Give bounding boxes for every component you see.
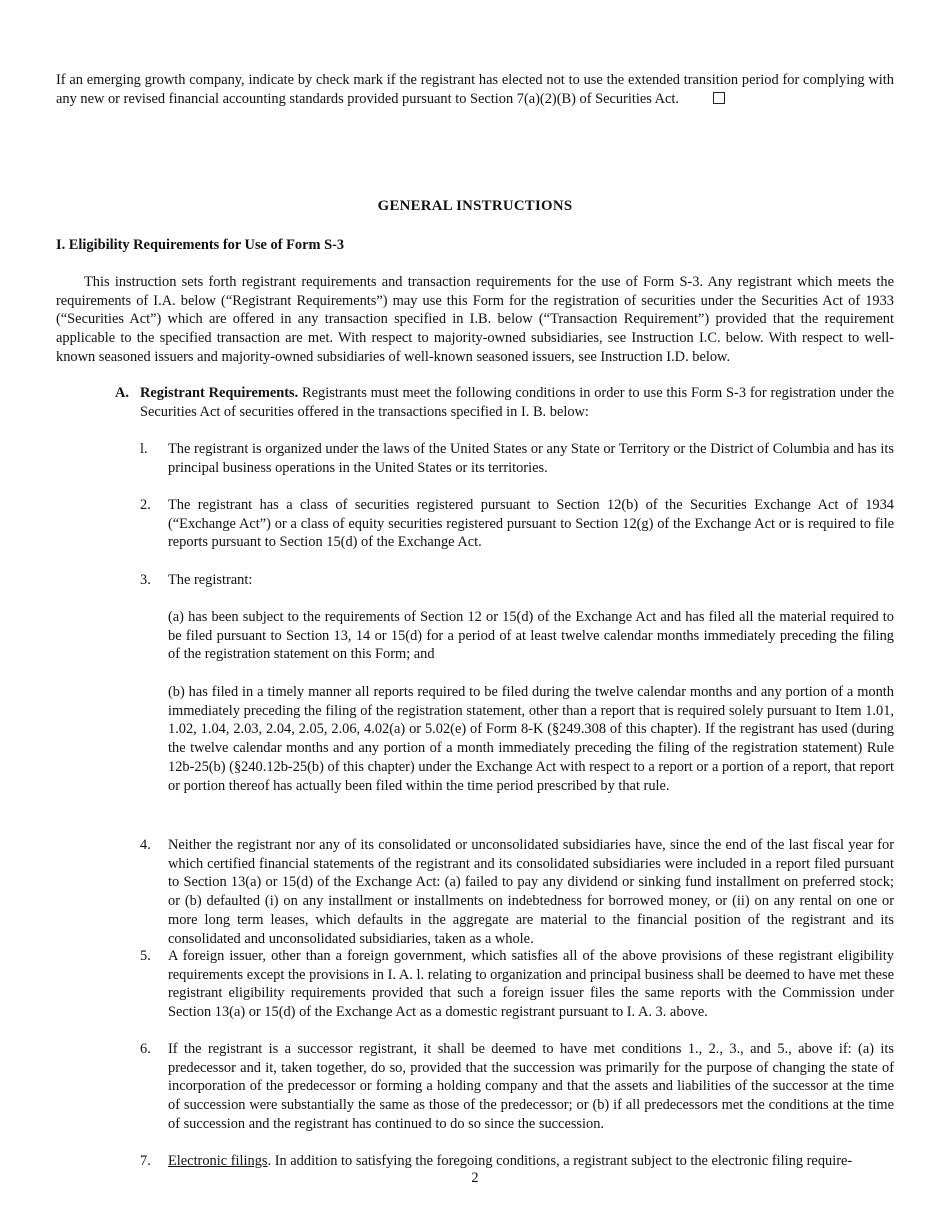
item-text: The registrant has a class of securities registered pursuant to Section 12(b) of the Securities Exchange Act of 1934 (“Exchange Act”) or a class of equity securities registered pursuant to Section 12(g) of the Exchange Act or is required to file reports pursuant to Section 15(d) of the Exchange Act. — [168, 497, 894, 551]
item-number: 5. — [140, 948, 151, 964]
section-a-text: Registrants must meet the following conditions in order to use this Form S-3 for registration under the Securities Act of securities offered in the transactions specified in I. B. below: — [140, 385, 894, 420]
page-number: 2 — [471, 1170, 479, 1186]
list-item — [140, 1040, 894, 1134]
item-text: The registrant: — [168, 572, 253, 588]
item-number: 4. — [140, 837, 151, 853]
item-text: Neither the registrant nor any of its consolidated or unconsolidated subsidiaries have, since the end of the last fiscal year for which certified financial statements of the registrant and its consolidated subsidiaries were included in a report filed pursuant to Section 13(a) or 15(d) of the Exchange Act: (a) failed to pay any dividend or sinking fund installment on preferred stock; or (b) defaulted (i) on any installment or installments on indebtedness for borrowed money, or (ii) on any rental on one or more long term leases, which defaults in the aggregate are material to the financial position of the registrant and its consolidated and unconsolidated subsidiaries, taken as a whole. — [168, 837, 894, 947]
list-item — [140, 440, 894, 477]
list-item — [140, 1152, 894, 1171]
page-title: GENERAL INSTRUCTIONS — [377, 198, 573, 214]
emerging-growth-checkbox[interactable] — [713, 92, 725, 104]
section-a-heading: Registrant Requirements. — [140, 385, 299, 401]
sub-item: (a) has been subject to the requirements of Section 12 or 15(d) of the Exchange Act and has filed all the material required to be filed pursuant to Section 13, 14 or 15(d) for a period of at least twelve calendar months immediately preceding the filing of the registration statement on this Form; and — [168, 609, 894, 663]
registrant-requirements — [115, 384, 894, 421]
list-item — [140, 496, 894, 552]
item-number: 7. — [140, 1153, 151, 1169]
electronic-filings-term: Electronic filings — [168, 1153, 268, 1169]
list-item — [140, 947, 894, 1022]
item-text: If the registrant is a successor registrant, it shall be deemed to have met conditions 1., 2., 3., and 5., above if: (a) its predecessor and it, taken together, do so, provided that the succession was primarily for the purpose of changing the state of incorporation of the predecessor or forming a holding company and that the assets and liabilities of the successor at the time of succession were substantially the same as those of the predecessor; or (b) if all predecessors met the conditions at the time of succession and the registrant has continued to do so since the succession. — [168, 1041, 894, 1132]
item-text: . In addition to satisfying the foregoing conditions, a registrant subject to the electronic filing require- — [267, 1153, 853, 1169]
item-text: A foreign issuer, other than a foreign government, which satisfies all of the above provisions of these registrant eligibility requirements except the provisions in I. A. l. relating to organization and principal business shall be deemed to have met these registrant eligibility requirements provided that such a foreign issuer files the same reports with the Commission under Section 13(a) or 15(d) of the Exchange Act as a domestic registrant pursuant to I. A. 3. above. — [168, 948, 894, 1021]
section-heading: I. Eligibility Requirements for Use of Form S-3 — [56, 237, 345, 253]
item-number: 2. — [140, 497, 151, 513]
item-text: The registrant is organized under the laws of the United States or any State or Territory or the District of Columbia and has its principal business operations in the United States or its territories. — [168, 441, 894, 476]
sub-item: (b) has filed in a timely manner all reports required to be filed during the twelve calendar months and any portion of a month immediately preceding the filing of the registration statement, other than a report that is required solely pursuant to Item 1.01, 1.02, 1.04, 2.03, 2.04, 2.05, 2.06, 4.02(a) or 5.02(e) of Form 8-K (§249.308 of this chapter). If the registrant has used (during the twelve calendar months and any portion of a month immediately preceding the filing of the registration statement) Rule 12b-25(b) (§240.12b-25(b) of this chapter) under the Exchange Act with respect to a report or a portion of a report, that report or portion thereof has actually been filed within the time period prescribed by that rule. — [168, 684, 894, 794]
section-a-label: A. — [115, 385, 129, 401]
emerging-growth-statement — [56, 71, 894, 108]
item-number: 6. — [140, 1041, 151, 1057]
list-item — [140, 571, 894, 590]
item-number: l. — [140, 441, 148, 457]
item-number: 3. — [140, 572, 151, 588]
intro-paragraph: This instruction sets forth registrant requirements and transaction requirements for the use of Form S-3. Any registrant which meets the requirements of I.A. below (“Registrant Requirements”) may use this Form for the registration of securities under the Securities Act of 1933 (“Securities Act”) which are offered in any transaction specified in I.B. below (“Transaction Requirement”) provided that the requirement applicable to the specified transaction are met. With respect to majority-owned subsidiaries, see Instruction I.C. below. With respect to well-known seasoned issuers and majority-owned subsidiaries of well-known seasoned issuers, see Instruction I.D. below. — [56, 274, 894, 365]
emerging-growth-text: If an emerging growth company, indicate by check mark if the registrant has elected not to use the extended transition period for complying with any new or revised financial accounting standards provided pursuant to Section 7(a)(2)(B) of Securities Act. — [56, 72, 894, 107]
list-item — [140, 836, 894, 948]
